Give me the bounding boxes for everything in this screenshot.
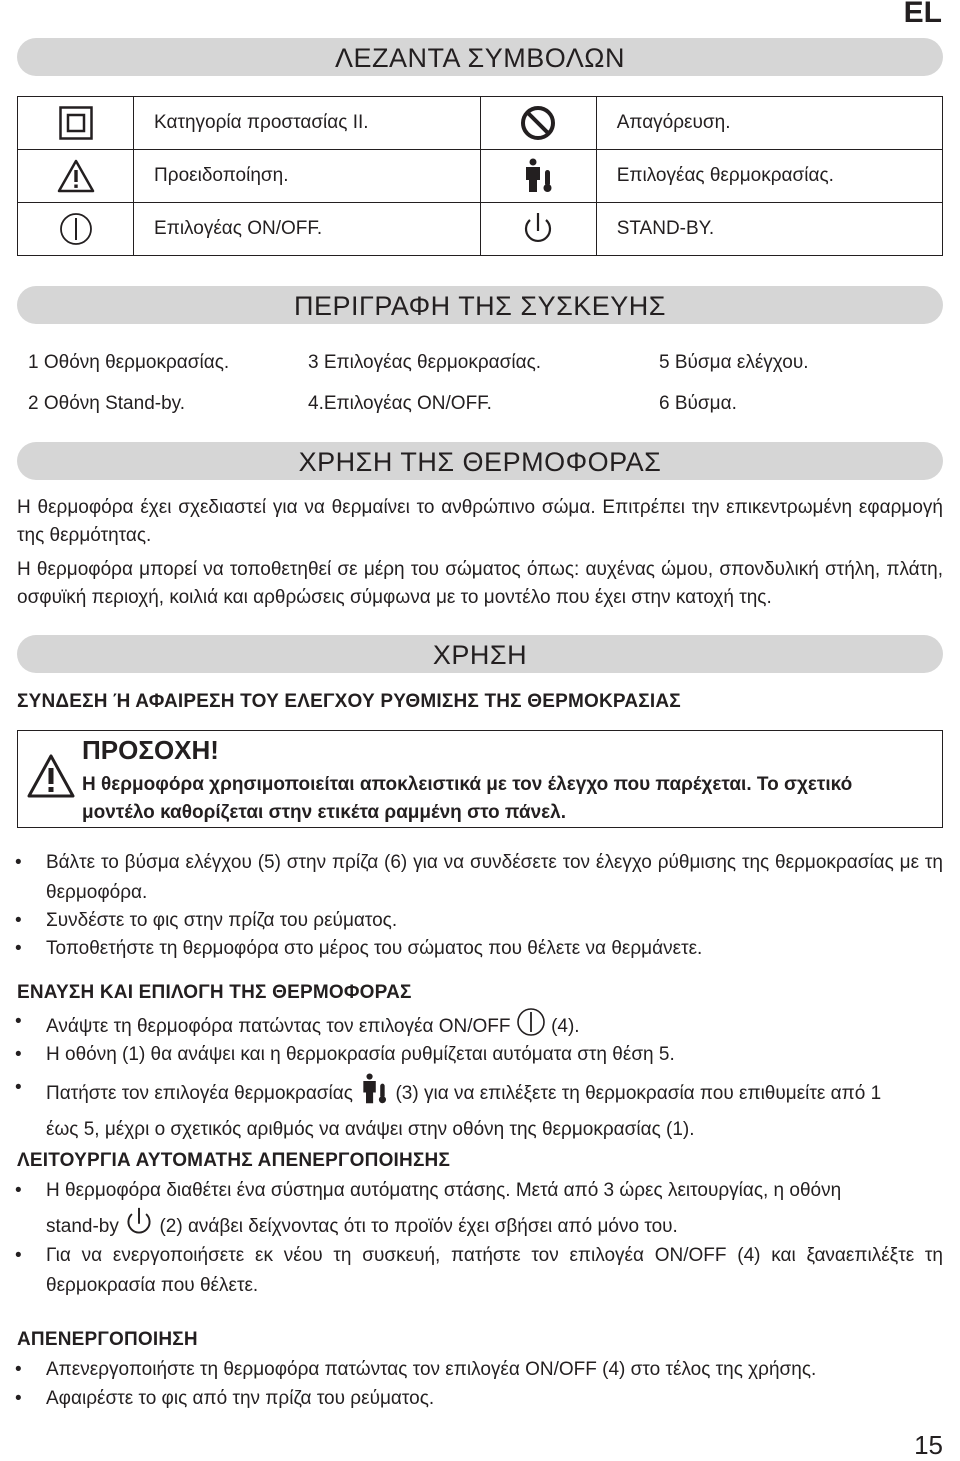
- standby-icon: [480, 203, 596, 256]
- language-code: EL: [903, 0, 942, 29]
- description-item: 6 Βύσμα.: [659, 393, 737, 414]
- legend-row: [18, 97, 943, 150]
- description-item: 2 Οθόνη Stand-by.: [28, 393, 186, 414]
- list-item-text: έως 5, μέχρι ο σχετικός αριθμός να ανάψει στην οθόνη της θερμοκρασίας (1).: [46, 1119, 695, 1140]
- symbols-legend-table: [17, 96, 943, 256]
- description-item: 1 Οθόνη θερμοκρασίας.: [28, 352, 230, 373]
- list-item-text: Ανάψτε τη θερμοφόρα πατώντας τον επιλογέα ON/OFF: [46, 1016, 511, 1038]
- warning-box: [17, 730, 943, 828]
- list-item: • Απενεργοποιήστε τη θερμοφόρα πατώντας τον επιλογέα ON/OFF (4) στο τέλος της χρήσης.: [17, 1355, 943, 1385]
- list-item: • Βάλτε το βύσμα ελέγχου (5) στην πρίζα (6) για να συνδέσετε τον έλεγχο ρύθμισης της θερμοκρασίας με τη θερμοφόρα.: [17, 848, 943, 908]
- legend-title: ΛΕΖΑΝΤΑ ΣΥΜΒΟΛΩΝ: [17, 38, 943, 76]
- warning-triangle-icon: [18, 150, 134, 203]
- list-item: • Ανάψτε τη θερμοφόρα πατώντας τον επιλογέα ON/OFF (4).: [17, 1007, 943, 1047]
- legend-label: STAND-BY.: [596, 203, 942, 256]
- description-item: 4.Επιλογέας ON/OFF.: [308, 393, 492, 414]
- auto-off-heading: ΛΕΙΤΟΥΡΓΙΑ ΑΥΤΟΜΑΤΗΣ ΑΠΕΝΕΡΓΟΠΟΙΗΣΗΣ: [17, 1150, 451, 1171]
- prohibition-icon: [480, 97, 596, 150]
- description-item: 5 Βύσμα ελέγχου.: [659, 352, 809, 373]
- warning-text: μοντέλο καθορίζεται στην ετικέτα ραμμένη στο πάνελ.: [82, 802, 567, 823]
- connect-heading: ΣΥΝΔΕΣΗ Ή ΑΦΑΙΡΕΣΗ ΤΟΥ ΕΛΕΓΧΟΥ ΡΥΘΜΙΣΗΣ ΤΗΣ ΘΕΡΜΟΚΡΑΣΙΑΣ: [17, 691, 681, 712]
- switch-on-heading: ΕΝΑΥΣΗ ΚΑΙ ΕΠΙΛΟΓΗ ΤΗΣ ΘΕΡΜΟΦΟΡΑΣ: [17, 982, 412, 1003]
- usage-title: ΧΡΗΣΗ: [17, 635, 943, 673]
- warning-triangle-icon: [26, 753, 76, 804]
- list-item-text: Απενεργοποιήστε τη θερμοφόρα πατώντας τον επιλογέα ON/OFF (4) στο τέλος της χρήσης.: [46, 1359, 817, 1380]
- list-item: • Τοποθετήστε τη θερμοφόρα στο μέρος του σώματος που θέλετε να θερμάνετε.: [17, 934, 943, 964]
- list-item-text: stand-by: [46, 1216, 119, 1238]
- list-item-text: Τοποθετήστε τη θερμοφόρα στο μέρος του σώματος που θέλετε να θερμάνετε.: [46, 938, 703, 959]
- list-item-text: (3) για να επιλέξετε τη θερμοκρασία που επιθυμείτε από 1: [395, 1083, 882, 1105]
- warning-text: Η θερμοφόρα χρησιμοποιείται αποκλειστικά με τον έλεγχο που παρέχεται. Το σχετικό: [82, 774, 853, 795]
- list-item: • Συνδέστε το φις στην πρίζα του ρεύματος.: [17, 906, 943, 936]
- list-item-text: Η θερμοφόρα διαθέτει ένα σύστημα αυτόματης στάσης. Μετά από 3 ώρες λειτουργίας, η οθόνη: [46, 1180, 842, 1201]
- list-item-text: (2) ανάβει δείχνοντας ότι το προϊόν έχει σβήσει από μόνο του.: [159, 1216, 678, 1238]
- legend-label: Επιλογέας θερμοκρασίας.: [596, 150, 942, 203]
- list-item-text: (4).: [551, 1016, 580, 1038]
- page-number: 15: [914, 1430, 943, 1460]
- list-item-text: Η οθόνη (1) θα ανάψει και η θερμοκρασία ρυθμίζεται αυτόματα στη θέση 5.: [46, 1044, 675, 1065]
- usage-intro-paragraph: Η θερμοφόρα μπορεί να τοποθετηθεί σε μέρη του σώματος όπως: αυχένας ώμου, σπονδυλική στήλη, πλάτη, οσφυϊκή περιοχή, κοιλιά και αρθρώσεις σύμφωνα με το μοντέλο που έχει στην κατοχή της.: [17, 559, 943, 608]
- legend-label: Κατηγορία προστασίας II.: [134, 97, 481, 150]
- list-item-text: Για να ενεργοποιήσετε εκ νέου τη συσκευή, πατήστε τον επιλογέα ON/OFF (4) και ξαναεπιλέξτε τη θερμοκρασία που θέλετε.: [46, 1245, 943, 1296]
- on-off-icon: [18, 203, 134, 256]
- legend-label: Επιλογέας ON/OFF.: [134, 203, 481, 256]
- list-item: • Η οθόνη (1) θα ανάψει και η θερμοκρασία ρυθμίζεται αυτόματα στη θέση 5.: [17, 1040, 943, 1070]
- usage-intro-paragraph: Η θερμοφόρα έχει σχεδιαστεί για να θερμαίνει το ανθρώπινο σώμα. Επιτρέπει την επικεντρωμένη εφαρμογή της θερμότητας.: [17, 497, 943, 546]
- person-thermometer-icon: [358, 1073, 390, 1115]
- legend-label: Απαγόρευση.: [596, 97, 942, 150]
- usage-intro-title: ΧΡΗΣΗ ΤΗΣ ΘΕΡΜΟΦΟΡΑΣ: [17, 442, 943, 480]
- list-item: • Η θερμοφόρα διαθέτει ένα σύστημα αυτόματης στάσης. Μετά από 3 ώρες λειτουργίας, η οθόνη stand-by (2) ανάβει δείχνοντας ότι το προϊόν έχει σβήσει από μόνο του.: [17, 1176, 943, 1248]
- list-item: • Αφαιρέστε το φις από την πρίζα του ρεύματος.: [17, 1384, 943, 1414]
- list-item-text: Πατήστε τον επιλογέα θερμοκρασίας: [46, 1083, 353, 1105]
- deactivate-heading: ΑΠΕΝΕΡΓΟΠΟΙΗΣΗ: [17, 1329, 198, 1350]
- double-square-icon: [18, 97, 134, 150]
- person-thermometer-icon: [480, 150, 596, 203]
- list-item-text: Συνδέστε το φις στην πρίζα του ρεύματος.: [46, 910, 398, 931]
- legend-label: Προειδοποίηση.: [134, 150, 481, 203]
- description-item: 3 Επιλογέας θερμοκρασίας.: [308, 352, 542, 373]
- list-item-text: Αφαιρέστε το φις από την πρίζα του ρεύματος.: [46, 1388, 435, 1409]
- list-item: • Πατήστε τον επιλογέα θερμοκρασίας (3) για να επιλέξετε τη θερμοκρασία που επιθυμείτε από 1 έως 5, μέχρι ο σχετικός αριθμός να ανάψει στην οθόνη της θερμοκρασίας (1).: [17, 1073, 943, 1145]
- warning-title: ΠΡΟΣΟΧΗ!: [82, 735, 219, 765]
- list-item: • Για να ενεργοποιήσετε εκ νέου τη συσκευή, πατήστε τον επιλογέα ON/OFF (4) και ξαναεπιλέξτε τη θερμοκρασία που θέλετε.: [17, 1241, 943, 1301]
- legend-row: [18, 150, 943, 203]
- description-title: ΠΕΡΙΓΡΑΦΗ ΤΗΣ ΣΥΣΚΕΥΗΣ: [17, 286, 943, 324]
- list-item-text: Βάλτε το βύσμα ελέγχου (5) στην πρίζα (6) για να συνδέσετε τον έλεγχο ρύθμισης της θερμοκρασίας με τη θερμοφόρα.: [46, 852, 943, 903]
- legend-row: [18, 203, 943, 256]
